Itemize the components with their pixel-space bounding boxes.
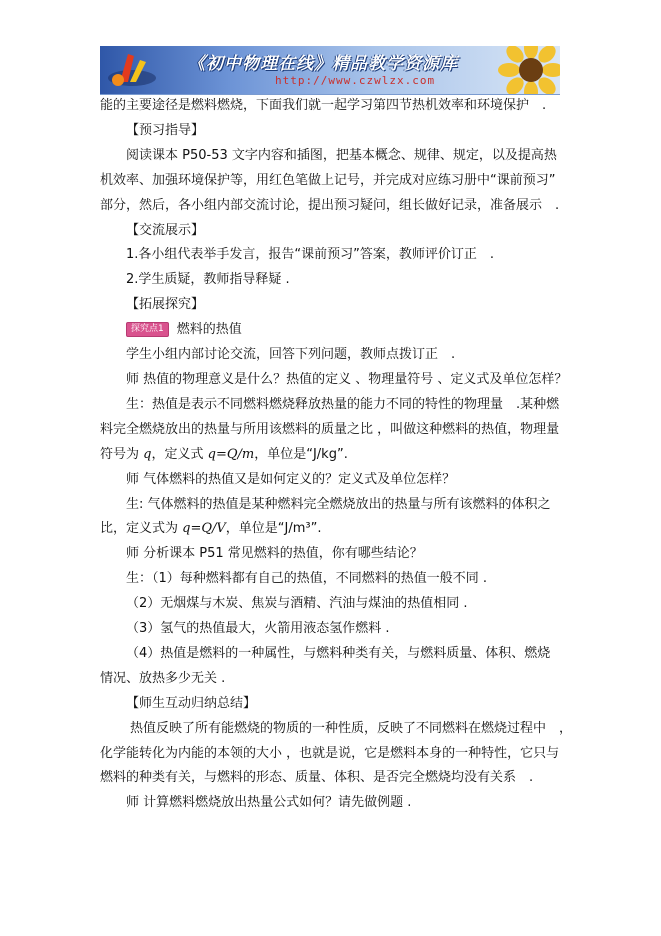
paragraph-line: 化学能转化为内能的本领的大小 ，也就是说，它是燃料本身的一种特性，它只与 (100, 745, 560, 761)
paragraph-line: （4）热值是燃料的一种属性，与燃料种类有关，与燃料质量、体积、燃烧 (126, 645, 551, 661)
text-run: 比，定义式为 (100, 521, 179, 537)
paragraph-line: 机效率、加强环境保护等，用红色笔做上记号，并完成对应练习册中“课前预习” (100, 172, 556, 188)
paragraph-line: 生：热值是表示不同燃料燃烧释放热量的能力不同的特性的物理量 .某种燃 (126, 396, 560, 412)
paragraph-line: 阅读课本 P50-53 文字内容和插图，把基本概念、规律、规定，以及提高热 (126, 147, 557, 163)
text-run: ，单位是“J/kg”. (254, 446, 348, 462)
site-logo-icon (106, 48, 160, 92)
math-symbol: q (143, 446, 152, 462)
section-heading-explore: 【拓展探究】 (126, 297, 205, 313)
text-run: ，定义式 (151, 446, 204, 462)
math-formula: q=Q/V (182, 521, 226, 537)
paragraph-line: 料完全燃烧放出的热量与所用该燃料的质量之比 ，叫做这种燃料的热值，物理量 (100, 421, 560, 437)
section-heading-exchange: 【交流展示】 (126, 222, 205, 238)
text-run: ，单位是“J/m³”. (225, 521, 322, 537)
paragraph-line: 师 气体燃料的热值又是如何定义的？定义式及单位怎样？ (126, 471, 456, 487)
document-body (100, 94, 573, 816)
paragraph-line: 燃料的种类有关，与燃料的形态、质量、体积、是否完全燃烧均没有关系 . (100, 770, 534, 786)
paragraph-line: 生：（1）每种燃料都有自己的热值，不同燃料的热值一般不同 . (126, 571, 488, 587)
paragraph-line: 师 热值的物理意义是什么？热值的定义 、物理量符号 、定义式及单位怎样？ (126, 371, 568, 387)
banner-url: http://www.czwlzx.com (275, 74, 436, 87)
explore-point-badge: 探究点1 (126, 322, 169, 337)
math-formula: q=Q/m (207, 446, 255, 462)
paragraph-line: （2）无烟煤与木炭、焦炭与酒精、汽油与煤油的热值相同 . (126, 596, 468, 612)
explore-point-title: 燃料的热值 (176, 322, 242, 338)
explore-point-line (100, 318, 570, 343)
paragraph-line: 情况、放热多少无关 . (100, 670, 226, 686)
banner-title: 《初中物理在线》精品教学资源库 (188, 54, 458, 74)
paragraph-line: 部分，然后，各小组内部交流讨论，提出预习疑问，组长做好记录，准备展示 . (100, 197, 560, 213)
paragraph-line: 2.学生质疑，教师指导释疑 . (126, 272, 290, 288)
paragraph-line (100, 517, 570, 542)
paragraph-line (100, 443, 570, 468)
paragraph-line: 师 计算燃料燃烧放出热量公式如何？请先做例题 . (126, 795, 412, 811)
text-run: 符号为 (100, 446, 140, 462)
paragraph-line: 师 分析课本 P51 常见燃料的热值，你有哪些结论？ (126, 546, 423, 562)
paragraph-line: 1.各小组代表举手发言，报告“课前预习”答案，教师评价订正 . (126, 247, 495, 263)
paragraph-line: 学生小组内部讨论交流，回答下列问题，教师点拨订正 . (126, 347, 456, 363)
paragraph-line: 热值反映了所有能燃烧的物质的一种性质，反映了不同燃料在燃烧过程中 ， (130, 720, 573, 736)
header-banner (100, 46, 560, 95)
paragraph-line: （3）氢气的热值最大，火箭用液态氢作燃料 . (126, 621, 390, 637)
paragraph-line: 生: 气体燃料的热值是某种燃料完全燃烧放出的热量与所有该燃料的体积之 (126, 496, 551, 512)
section-heading-preview: 【预习指导】 (126, 122, 205, 138)
paragraph-line: 能的主要途径是燃料燃烧，下面我们就一起学习第四节热机效率和环境保护 . (100, 98, 547, 113)
section-heading-summary: 【师生互动归纳总结】 (126, 695, 257, 711)
sunflower-icon (496, 46, 560, 95)
